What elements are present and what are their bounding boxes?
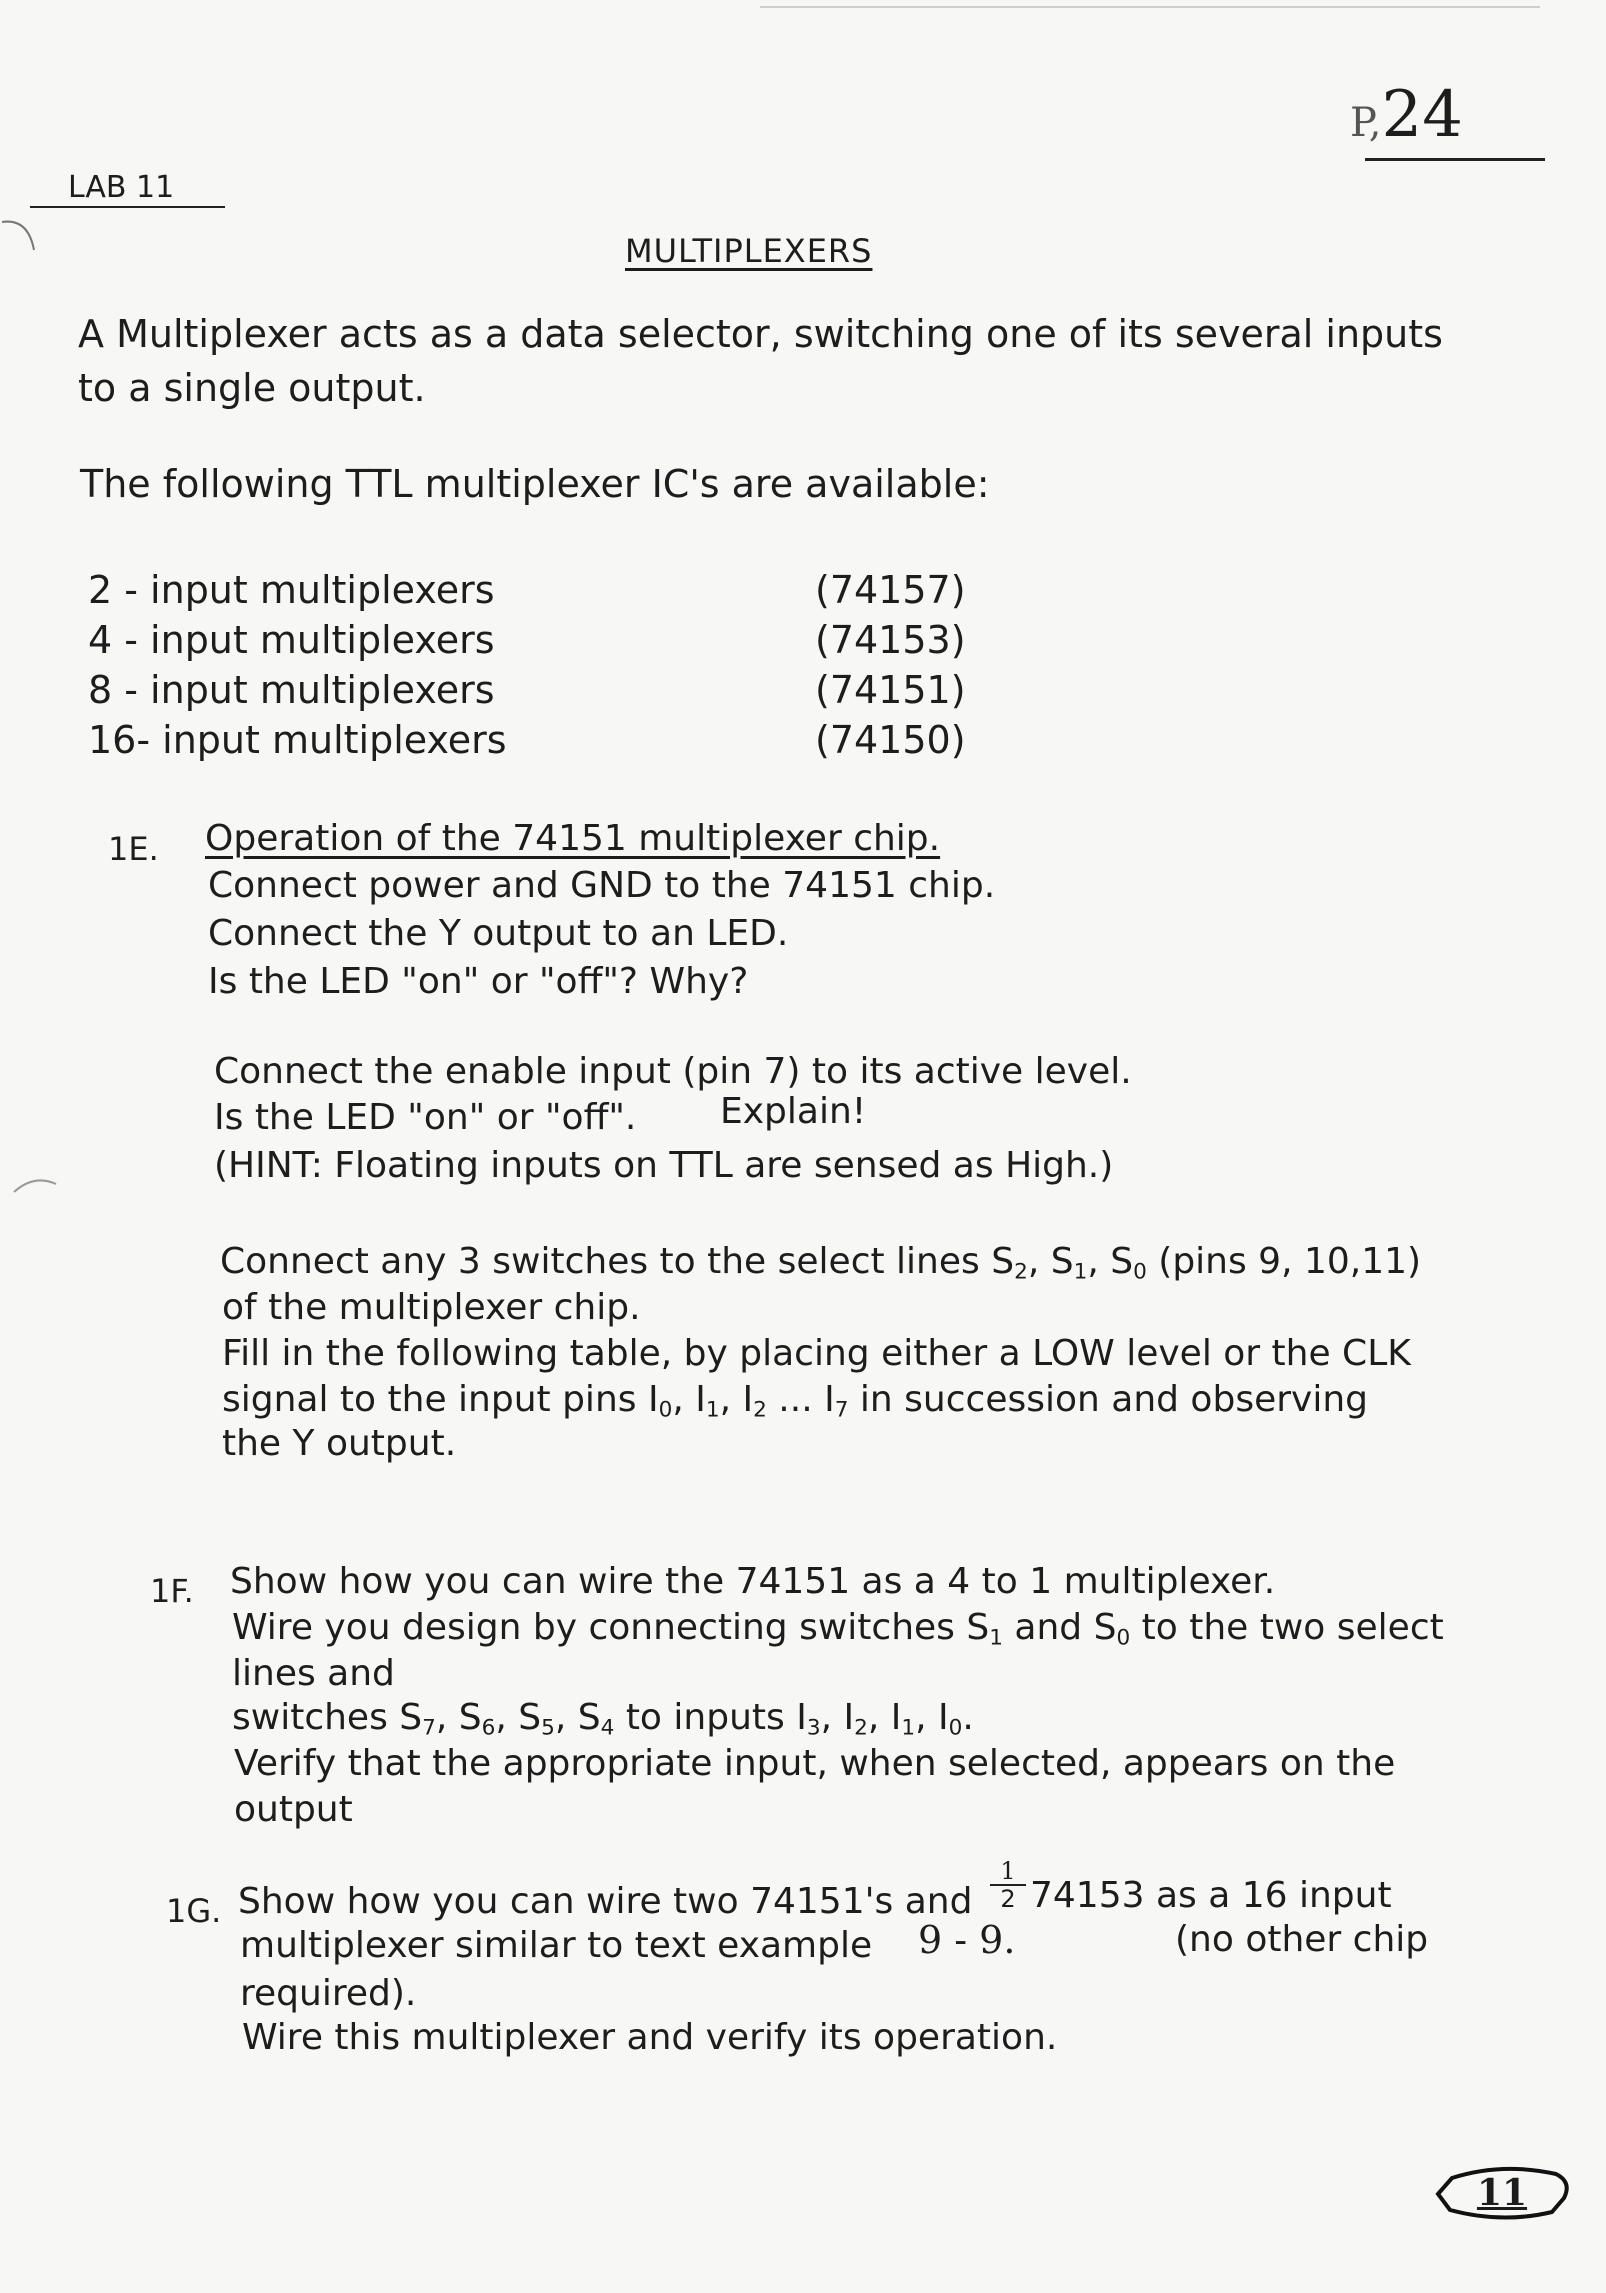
instruction-line: Is the LED "on" or "off"? Why? [208, 961, 749, 1002]
mux-part-number: (74151) [815, 668, 966, 712]
section-label-1g: 1G. [166, 1892, 222, 1930]
mux-type: 16- input multiplexers [88, 718, 507, 762]
instruction-line: Show how you can wire two 74151's and [238, 1881, 973, 1922]
lab-rule [30, 206, 225, 208]
instruction-line: Wire this multiplexer and verify its operation. [242, 2017, 1058, 2058]
handwritten-reference: 9 - 9. [918, 1918, 1016, 1962]
instruction-line: Connect any 3 switches to the select lines $S_2$, $S_1$, $S_0$ (pins 9, 10,11) [220, 1241, 1422, 1285]
line-text: to the two select [1130, 1607, 1444, 1648]
fraction-numerator: 1 [990, 1858, 1026, 1886]
top-rule [760, 6, 1540, 8]
hint-line: (HINT: Floating inputs on TTL are sensed as High.) [214, 1145, 1114, 1186]
line-text: signal to the input pins I [222, 1379, 659, 1420]
page-number [1350, 78, 1463, 152]
section-label-1e: 1E. [108, 830, 159, 868]
subscript: 2 [1014, 1259, 1028, 1285]
instruction-line: Fill in the following table, by placing either a LOW level or the CLK [222, 1333, 1411, 1374]
subscript: 0 [1133, 1259, 1147, 1285]
section-heading-1e: Operation of the 74151 multiplexer chip. [205, 818, 941, 859]
page-title: MULTIPLEXERS [625, 232, 873, 270]
badge-number: 11 [1476, 2172, 1528, 2214]
instruction-line: Is the LED "on" or "off". [214, 1097, 637, 1138]
page-badge [1432, 2164, 1572, 2222]
page-number-value: 24 [1381, 78, 1463, 152]
subscript: 1 [1073, 1259, 1088, 1285]
instruction-line: 74153 as a 16 input [1030, 1875, 1392, 1916]
intro-line: to a single output. [78, 366, 426, 410]
instruction-line: multiplexer similar to text example [240, 1925, 873, 1966]
instruction-line: output [234, 1789, 353, 1830]
instruction-line: the Y output. [222, 1423, 457, 1464]
line-text: Connect any 3 switches to the select lines S [220, 1241, 1015, 1282]
instruction-line: Verify that the appropriate input, when selected, appears on the [234, 1743, 1396, 1784]
fraction [990, 1858, 1026, 1912]
line-text: in succession and observing [848, 1379, 1368, 1420]
margin-mark [10, 1170, 60, 1200]
section-label-1f: 1F. [150, 1572, 194, 1610]
instruction-line: (no other chip [1175, 1919, 1429, 1960]
mux-type: 2 - input multiplexers [88, 568, 495, 612]
line-text: switches S [232, 1697, 423, 1738]
instruction-line: signal to the input pins $I_0$, $I_1$, $I_2$ ... $I_7$ in succession and observing [222, 1379, 1368, 1423]
fraction-denominator: 2 [1000, 1885, 1016, 1913]
mux-type: 4 - input multiplexers [88, 618, 495, 662]
page-number-prefix: P, [1350, 100, 1382, 146]
instruction-line: switches $S_7$, $S_6$, $S_5$, $S_4$ to inputs $I_3$, $I_2$, $I_1$, $I_0$. [232, 1697, 974, 1741]
instruction-line: Explain! [720, 1091, 867, 1132]
instruction-line: Show how you can wire the 74151 as a 4 to 1 multiplexer. [230, 1561, 1276, 1602]
instruction-line: Connect the enable input (pin 7) to its active level. [214, 1051, 1132, 1092]
line-text: to inputs I [614, 1697, 807, 1738]
available-ics-heading: The following TTL multiplexer IC's are available: [80, 462, 990, 506]
mux-type: 8 - input multiplexers [88, 668, 495, 712]
instruction-line: Connect the Y output to an LED. [208, 913, 789, 954]
instruction-line: Wire you design by connecting switches $S_1$ and $S_0$ to the two select [232, 1607, 1444, 1651]
line-text: Wire you design by connecting switches S [232, 1607, 990, 1648]
instruction-line: lines and [232, 1653, 395, 1694]
lab-label: LAB 11 [68, 170, 175, 205]
line-text: (pins 9, 10,11) [1146, 1241, 1422, 1282]
instruction-line: Connect power and GND to the 74151 chip. [208, 865, 996, 906]
mux-part-number: (74153) [815, 618, 966, 662]
instruction-line: required). [240, 1973, 417, 2014]
mux-part-number: (74150) [815, 718, 966, 762]
intro-line: A Multiplexer acts as a data selector, switching one of its several inputs [78, 312, 1443, 356]
page-number-rule [1365, 158, 1545, 161]
mux-part-number: (74157) [815, 568, 966, 612]
instruction-line: of the multiplexer chip. [222, 1287, 641, 1328]
margin-mark [0, 210, 40, 270]
